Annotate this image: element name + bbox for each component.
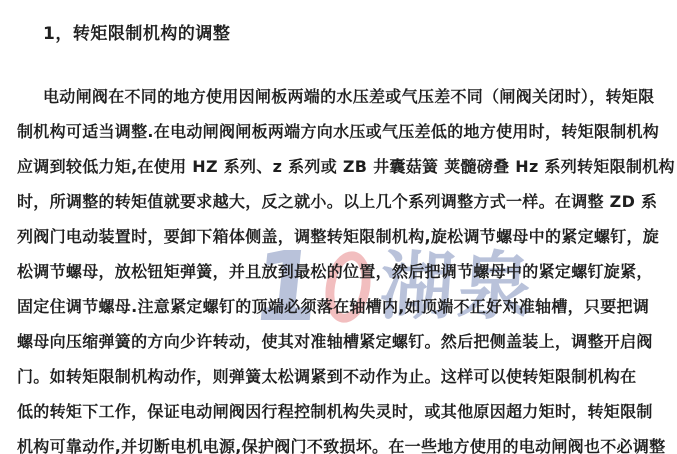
paragraph-line: 低的转矩下工作，保证电动闸阀因行程控制机构失灵时，或其他原因超力矩时，转矩限制 [17,402,653,421]
paragraph-line: 机构可靠动作,并切断电机电源,保护阀门不致损坏。在一些地方使用的电动闸阀也不必调整 [17,437,666,454]
watermark [247,231,539,343]
paragraph-line: 固定住调节螺母.注意紧定螺钉的顶端必须落在轴槽内,如顶端不正好对准轴槽，只要把调 [17,297,650,316]
paragraph-line: 门。如转矩限制机构动作，则弹簧太松调紧到不动作为止。这样可以使转矩限制机构在 [17,367,637,386]
paragraph-line: 松调节螺母，放松钮矩弹簧，并且放到最松的位置，然后把调节螺母中的紧定螺钉旋紧， [17,262,653,281]
paragraph-line: 应调到较低力矩,在使用 HZ 系列、z 系列或 ZB 井囊菇簧 荚髓磅叠 Hz 系列转矩限制机构 [17,157,675,176]
watermark-digit: 1 [247,231,326,343]
paragraph-line: 螺母向压缩弹簧的方向少许转动，使其对准轴槽紧定螺钉。然后把侧盖装上，调整开启阀 [17,332,653,351]
paragraph-line: 电动闸阀在不同的地方使用因闸板两端的水压差或气压差不同（闸阀关闭时），转矩限 [43,87,655,106]
document-title: 1，转矩限制机构的调整 [43,24,231,44]
watermark-brand-text: 湖泉 [376,244,539,330]
paragraph-line: 制机构可适当调整.在电动闸阀闸板两端方向水压或气压差低的地方使用时，转矩限制机构 [17,122,660,141]
paragraph-line: 列阀门电动装置时，要卸下箱体侧盖，调整转矩限制机构,旋松调节螺母中的紧定螺钉，旋 [17,227,660,246]
paragraph-line: 时，所调整的转矩值就要求越大，反之就小。以上几个系列调整方式一样。在调整 ZD 系 [17,192,658,211]
